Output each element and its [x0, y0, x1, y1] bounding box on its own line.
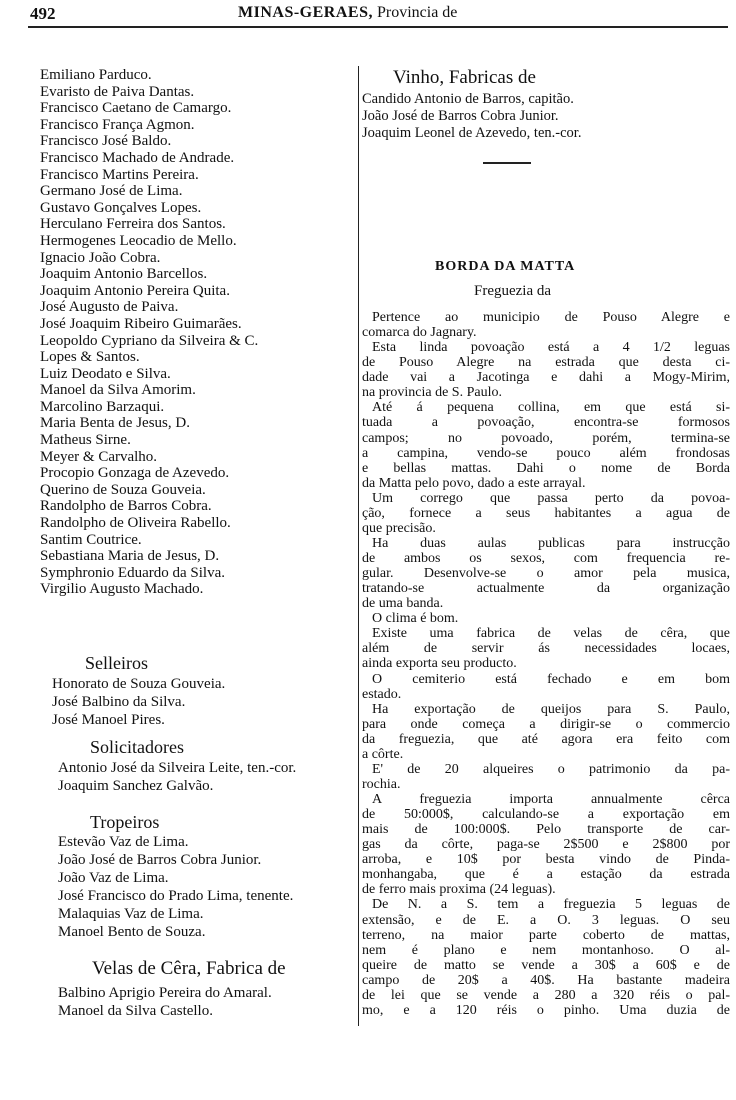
paragraph-line: O clima é bom. — [372, 611, 459, 627]
list-item: Manoel da Silva Amorim. — [40, 382, 196, 399]
list-item: Joaquim Antonio Pereira Quita. — [40, 282, 230, 299]
list-item: João José de Barros Cobra Junior. — [58, 852, 262, 868]
section-rule — [483, 162, 531, 164]
list-item: Herculano Ferreira dos Santos. — [40, 216, 226, 233]
list-item: Francisco José Baldo. — [40, 133, 172, 150]
paragraph-line: dade vai a Jacotinga e dahi a Mogy-Mirim, — [362, 370, 730, 386]
list-item: Francisco Martins Pereira. — [40, 166, 199, 183]
heading-solicitadores: Solicitadores — [90, 737, 184, 757]
paragraph-line: ainda exporta seu producto. — [362, 656, 517, 672]
column-divider — [358, 66, 359, 1026]
list-item: Randolpho de Oliveira Rabello. — [40, 515, 231, 532]
list-item: Marcolino Barzaqui. — [40, 398, 165, 415]
heading-tropeiros: Tropeiros — [90, 812, 160, 832]
paragraph-line: tuada a povoação, encontra-se formosos — [362, 415, 730, 431]
list-item: Matheus Sirne. — [40, 432, 131, 449]
list-item: Lopes & Santos. — [40, 349, 140, 366]
header-title-rest: Provincia de — [376, 4, 458, 21]
list-item: Procopio Gonzaga de Azevedo. — [40, 465, 230, 482]
paragraph-line: Esta linda povoação está a 4 1/2 leguas — [372, 340, 730, 356]
paragraph-line: a côrte. — [362, 746, 404, 762]
paragraph-line: extensão, e de E. a O. 3 leguas. O seu — [362, 912, 730, 928]
list-item: Manoel da Silva Castello. — [58, 1003, 213, 1019]
list-item: Meyer & Carvalho. — [40, 448, 158, 465]
list-item: José Francisco do Prado Lima, tenente. — [58, 888, 294, 904]
list-item: Antonio José da Silveira Leite, ten.-cor. — [58, 760, 297, 776]
paragraph-line: de lei que se vende a 280 a 320 réis o pal- — [362, 987, 730, 1003]
paragraph-line: a campina, vendo-se pouco além frondosas — [362, 445, 730, 461]
list-item: Randolpho de Barros Cobra. — [40, 498, 212, 515]
list-item: Candido Antonio de Barros, capitão. — [362, 91, 574, 107]
paragraph-line: campos; no povoado, porém, termina-se — [362, 430, 730, 446]
paragraph-line: de 50:000$, calculando-se a exportação em — [362, 807, 730, 823]
paragraph-line: para onde começa a dirigir-se o commercio — [362, 716, 730, 732]
paragraph-line: E' de 20 alqueires o patrimonio da pa- — [372, 761, 730, 777]
section-subtitle: Freguezia da — [474, 283, 552, 299]
section-title: BORDA DA MATTA — [435, 259, 576, 274]
list-item: José Augusto de Paiva. — [40, 299, 179, 316]
vinho-list — [362, 91, 581, 142]
selleiros-list — [52, 675, 225, 729]
list-item: Hermogenes Leocadio de Mello. — [40, 232, 237, 249]
list-item: Francisco Caetano de Camargo. — [40, 100, 232, 117]
list-item: Luiz Deodato e Silva. — [40, 365, 171, 382]
paragraph-line: mais de 100:000$. Pelo transporte de car- — [362, 822, 730, 838]
header-rule — [28, 26, 728, 28]
list-item: Francisco França Agmon. — [40, 116, 195, 133]
list-item: Leopoldo Cypriano da Silveira & C. — [40, 332, 259, 349]
list-item: Honorato de Souza Gouveia. — [52, 676, 226, 692]
page-number: 492 — [30, 4, 56, 23]
paragraph-line: estado. — [362, 686, 402, 702]
list-item: Evaristo de Paiva Dantas. — [40, 83, 195, 100]
paragraph-line: que precisão. — [362, 520, 436, 536]
list-item: João Vaz de Lima. — [58, 870, 169, 886]
paragraph-line: de uma banda. — [362, 596, 444, 612]
header-title-bold: MINAS-GERAES, — [238, 4, 373, 21]
list-item: Germano José de Lima. — [40, 183, 183, 200]
paragraph-line: Até á pequena collina, em que está si- — [372, 400, 730, 416]
list-item: Joaquim Leonel de Azevedo, ten.-cor. — [362, 125, 582, 141]
list-item: Manoel Bento de Souza. — [58, 924, 206, 940]
list-item: Balbino Aprigio Pereira do Amaral. — [58, 985, 272, 1001]
paragraph-line: arroba, e 10$ por besta vindo de Pinda- — [362, 852, 730, 868]
list-item: Maria Benta de Jesus, D. — [40, 415, 190, 432]
paragraph-line: nem é plano e nem montanhoso. O al- — [362, 942, 730, 958]
paragraph-line: mo, e a 120 réis o pinho. Uma duzia de — [362, 1002, 730, 1018]
paragraph-line: campo de 20$ a 40$. Ha bastante madeira — [362, 972, 730, 988]
heading-selleiros: Selleiros — [85, 653, 148, 673]
running-header — [238, 4, 457, 22]
velas-list — [58, 984, 272, 1020]
list-item: José Balbino da Silva. — [52, 694, 186, 710]
paragraph-line: tratando-se actualmente da organização — [362, 581, 730, 597]
paragraph-line: queire de matto se vende a 30$ a 60$ e de — [362, 957, 730, 973]
paragraph-line: ção, fornece a seus habitantes a agua de — [362, 505, 730, 521]
list-item: Estevão Vaz de Lima. — [58, 834, 189, 850]
paragraph-line: Pertence ao municipio de Pouso Alegre e — [372, 310, 730, 325]
paragraph-line: da freguezia, que até agora era feito com — [362, 731, 730, 747]
heading-vinho: Vinho, Fabricas de — [393, 67, 536, 88]
list-item: Malaquias Vaz de Lima. — [58, 906, 204, 922]
paragraph-line: além de servir ás necessidades locaes, — [362, 641, 730, 657]
list-item: José Manoel Pires. — [52, 712, 165, 728]
paragraph-line: rochia. — [362, 776, 401, 792]
paragraph-line: gas da côrte, paga-se 2$500 e 2$800 por — [362, 837, 730, 853]
article-body — [362, 310, 730, 1018]
paragraph-line: Um corrego que passa perto da povoa- — [372, 490, 730, 506]
paragraph-line: de ambos os sexos, com frequencia re- — [362, 551, 730, 566]
list-item: Ignacio João Cobra. — [40, 249, 161, 266]
tropeiros-list — [58, 833, 293, 941]
heading-velas: Velas de Cêra, Fabrica de — [92, 958, 286, 979]
names-list — [40, 67, 258, 598]
paragraph-line: O cemiterio está fechado e em bom — [372, 671, 730, 687]
list-item: Virgilio Augusto Machado. — [40, 581, 204, 598]
paragraph-line: De N. a S. tem a freguezia 5 leguas de — [372, 897, 730, 913]
paragraph-line: gular. Desenvolve-se o amor pela musica, — [362, 566, 730, 582]
solicitadores-list — [58, 759, 296, 795]
list-item: Sebastiana Maria de Jesus, D. — [40, 548, 220, 565]
paragraph-line: Ha duas aulas publicas para instrucção — [372, 535, 730, 551]
paragraph-line: comarca do Jagnary. — [362, 325, 477, 341]
paragraph-line: de ferro mais proxima (24 leguas). — [362, 882, 556, 898]
paragraph-line: monhangaba, que é a estação da estrada — [362, 867, 730, 883]
list-item: Francisco Machado de Andrade. — [40, 149, 235, 166]
paragraph-line: e bellas mattas. Dahi o nome de Borda — [362, 460, 730, 476]
list-item: Joaquim Antonio Barcellos. — [40, 266, 208, 283]
list-item: Gustavo Gonçalves Lopes. — [40, 199, 202, 216]
paragraph-line: de Pouso Alegre na estrada que desta ci- — [362, 355, 730, 371]
list-item: Symphronio Eduardo da Silva. — [40, 564, 225, 581]
paragraph-line: da Matta pelo povo, dado a este arrayal. — [362, 475, 586, 491]
paragraph-line: A freguezia importa annualmente cêrca — [372, 792, 730, 807]
paragraph-line: terreno, na maior parte coberto de mattas, — [362, 927, 730, 943]
list-item: Emiliano Parduco. — [40, 67, 152, 83]
paragraph-line: Ha exportação de queijos para S. Paulo, — [372, 701, 730, 717]
list-item: José Joaquim Ribeiro Guimarães. — [40, 315, 242, 332]
list-item: Querino de Souza Gouveia. — [40, 481, 206, 498]
paragraph-line: na provincia de S. Paulo. — [362, 385, 502, 401]
list-item: João José de Barros Cobra Junior. — [362, 108, 559, 124]
list-item: Santim Coutrice. — [40, 531, 142, 548]
list-item: Joaquim Sanchez Galvão. — [58, 778, 214, 794]
paragraph-line: Existe uma fabrica de velas de cêra, que — [372, 626, 730, 642]
